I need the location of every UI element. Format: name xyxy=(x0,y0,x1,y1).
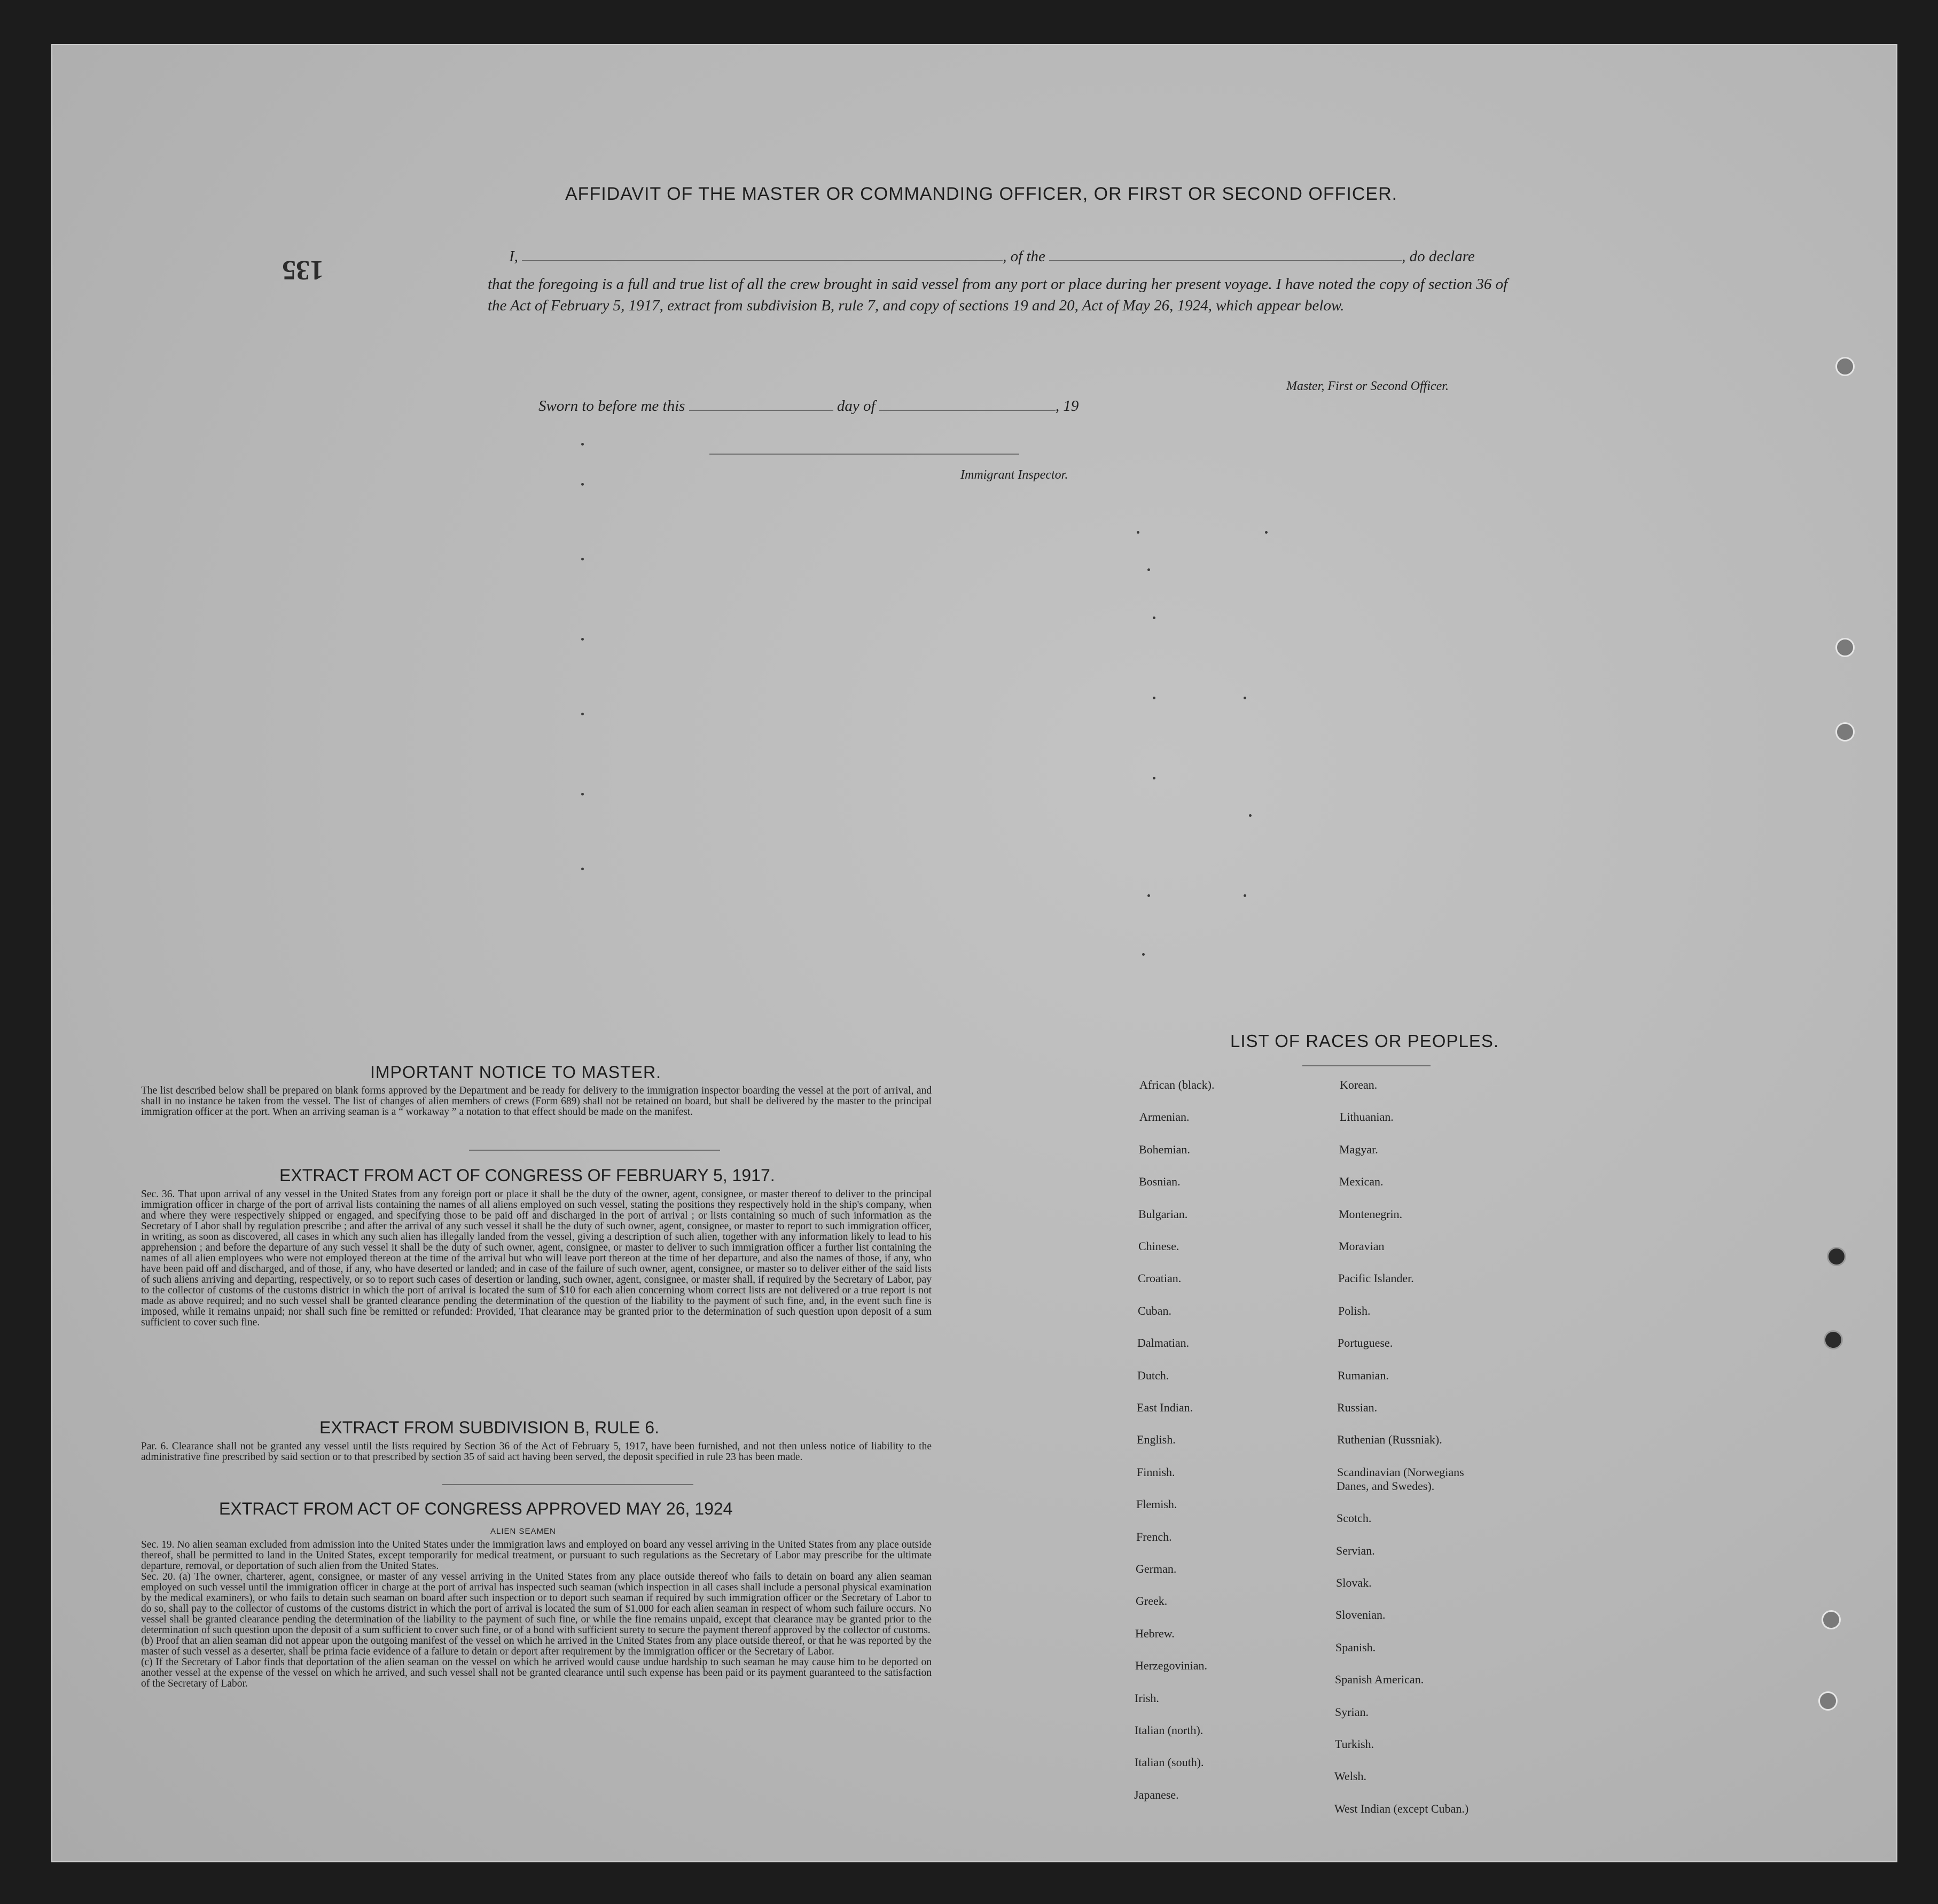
act-1924-title: EXTRACT FROM ACT OF CONGRESS APPROVED MAY 26, 1924 xyxy=(219,1499,733,1518)
subdivision-b-title: EXTRACT FROM SUBDIVISION B, RULE 6. xyxy=(319,1418,659,1437)
race-item: East Indian. xyxy=(1137,1401,1193,1414)
speck xyxy=(1153,617,1155,619)
race-item: Slovak. xyxy=(1336,1576,1372,1589)
divider xyxy=(442,1484,693,1485)
inspector-signature-line[interactable] xyxy=(709,454,1019,455)
race-item: Rumanian. xyxy=(1338,1368,1389,1382)
punch-hole xyxy=(1827,1247,1846,1266)
race-item: Lithuanian. xyxy=(1340,1110,1394,1124)
race-item: Greek. xyxy=(1136,1594,1168,1608)
notice-body: The list described below shall be prepared on blank forms approved by the Department and be ready for delivery to the immigration inspector boarding the vessel at the port of arrival, and shall in no instance be taken from the vessel. The list of changes of alien members of crews (Form 689) shall not be retained on board, but shall be delivered by the master to the principal immigration officer at the port. When an arriving seaman is a “ workaway ” a notation to that effect should be made on the manifest. xyxy=(141,1085,932,1118)
race-item: Finnish. xyxy=(1137,1465,1175,1479)
punch-hole xyxy=(1835,357,1855,376)
race-item: African (black). xyxy=(1139,1078,1215,1091)
speck xyxy=(1265,531,1268,534)
name-blank[interactable] xyxy=(522,260,1003,261)
race-item: West Indian (except Cuban.) xyxy=(1334,1801,1469,1815)
race-item: Welsh. xyxy=(1334,1769,1366,1783)
race-item: Chinese. xyxy=(1138,1239,1179,1253)
act-1917-body: Sec. 36. That upon arrival of any vessel in the United States from any foreign port or place it shall be the duty of the owner, agent, consignee, or master thereof to deliver to the principal immigration officer in charge of the port of arrival lists containing the names of all aliens employed on such vessel, stating the positions they respectively hold in the ship's company, when and where they were respectively shipped or engaged, and specifying those to be paid off and discharged in the port of arrival ; or lists containing so much of such information as the Secretary of Labor shall by regulation prescribe ; and after the arrival of any such vessel it shall be the duty of such owner, agent, consignee, or master to report to such immigration officer, in writing, as soon as discovered, all cases in which any such alien has illegally landed from the vessel, giving a description of such alien, together with any information likely to lead to his apprehension ; and before the departure of any such vessel it shall be the duty of such owner, agent, consignee, or master to deliver to such immigration officer a further list containing the names of all alien employees who were not employed thereon at the time of the arrival but who will leave port thereon at the time of her departure, and also the names of those, if any, who have been paid off and discharged, and of those, if any, who have deserted or landed; and in case of the failure of such owner, agent, consignee, or master so to deliver either of the said lists of such aliens arriving and departing, respectively, or so to report such cases of desertion or landing, such owner, agent, consignee, or master shall, if required by the Secretary of Labor, pay to the collector of customs of the customs district in which the port of arrival is located the sum of $10 for each alien concerning whom correct lists are not delivered or a true report is not made as above required; and no such vessel shall be granted clearance pending the determination of the question of the liability to the payment of such fine, and, in the event such fine is imposed, while it remains unpaid; nor shall such fine be remitted or refunded: Provided, That clearance may be granted prior to the determination of such question upon deposit of a sum sufficient to cover such fine. xyxy=(141,1189,932,1328)
race-item: Russian. xyxy=(1337,1401,1378,1414)
declaration-line xyxy=(509,246,1475,267)
vessel-blank[interactable] xyxy=(1049,260,1402,261)
race-item: Armenian. xyxy=(1139,1110,1190,1124)
sec-20c: (c) If the Secretary of Labor finds that deportation of the alien seaman on the vessel on which he arrived would cause undue hardship to such seaman he may cause him to be deported on another vessel at the expense of the vessel on which he arrived, and such vessel shall not be granted clearance until such expense has been paid or its payment guaranteed to the satisfaction of the Secretary of Labor. xyxy=(141,1657,932,1689)
speck xyxy=(581,443,584,446)
act-1924-body xyxy=(141,1540,932,1689)
race-item: Servian. xyxy=(1336,1543,1375,1557)
punch-hole xyxy=(1835,722,1855,742)
race-item: Montenegrin. xyxy=(1339,1207,1403,1221)
punch-hole xyxy=(1822,1610,1841,1629)
speck xyxy=(1244,894,1246,897)
declaration-do-declare: , do declare xyxy=(1402,248,1475,265)
sworn-month-blank[interactable] xyxy=(879,410,1056,411)
race-item: Polish. xyxy=(1338,1304,1371,1317)
affidavit-title: AFFIDAVIT OF THE MASTER OR COMMANDING OFFICER, OR FIRST OR SECOND OFFICER. xyxy=(565,184,1398,204)
race-item: Danes, and Swedes). xyxy=(1337,1479,1435,1493)
race-item: Bulgarian. xyxy=(1138,1207,1188,1221)
notice-title: IMPORTANT NOTICE TO MASTER. xyxy=(370,1063,661,1082)
sworn-year: , 19 xyxy=(1055,397,1079,415)
race-item: Italian (south). xyxy=(1135,1755,1204,1769)
race-item: Korean. xyxy=(1340,1078,1378,1091)
race-item: Slovenian. xyxy=(1335,1608,1386,1622)
sworn-line xyxy=(538,397,1079,415)
declaration-of-the: , of the xyxy=(1003,248,1045,265)
race-item: Scandinavian (Norwegians xyxy=(1337,1465,1464,1479)
speck xyxy=(1244,697,1246,699)
sec-20a: Sec. 20. (a) The owner, charterer, agent, consignee, or master of any vessel arriving in the United States from any place outside thereof who fails to detain on board any alien seaman employed on such vessel until the immigration officer in charge at the port of arrival has inspected such seaman (which inspection in all cases shall include a personal physical examination by the medical examiners), or who fails to detain such seaman on board after such inspection or to deport such seaman if required by such immigration officer or the Secretary of Labor to do so, shall pay to the collector of customs of the customs district in which the port of arrival is located the sum of $1,000 for each alien seaman in respect of whom such failure occurs. No vessel shall be granted clearance pending the determination of the liability to the payment of such fine, or while the fine remains unpaid, except that clearance may be granted prior to the determination of such question upon the deposit of a sum sufficient to cover such fine, or of a bond with sufficient surety to secure the payment thereof approved by the collector of customs. xyxy=(141,1571,932,1636)
sworn-day-blank[interactable] xyxy=(689,410,833,411)
manifest-page xyxy=(51,44,1897,1862)
race-item: Bosnian. xyxy=(1139,1175,1181,1189)
speck xyxy=(581,868,584,870)
race-item: French. xyxy=(1136,1530,1172,1543)
race-item: Japanese. xyxy=(1134,1788,1179,1801)
punch-hole xyxy=(1818,1691,1838,1711)
speck xyxy=(1249,814,1252,817)
sec-20b: (b) Proof that an alien seaman did not appear upon the outgoing manifest of the vessel on which he arrived in the United States from any place outside thereof, or that he was reported by the master of such vessel as a deserter, shall be prima facie evidence of a failure to detain or deport after requirement by the immigration officer or the Secretary of Labor. xyxy=(141,1635,932,1657)
master-signature-label: Master, First or Second Officer. xyxy=(1286,379,1449,393)
race-item: Scotch. xyxy=(1337,1511,1372,1525)
race-item: Dalmatian. xyxy=(1137,1336,1190,1350)
declaration-i: I, xyxy=(509,248,518,265)
race-item: Syrian. xyxy=(1335,1705,1369,1719)
speck xyxy=(1153,777,1155,779)
speck xyxy=(581,483,584,486)
race-item: Herzegovinian. xyxy=(1135,1659,1207,1673)
race-item: German. xyxy=(1136,1562,1177,1575)
race-item: Mexican. xyxy=(1339,1175,1384,1189)
subdivision-b-body: Par. 6. Clearance shall not be granted any vessel until the lists required by Section 36 of the Act of February 5, 1917, have been furnished, and not then unless notice of liability to the administrative fine prescribed by said section or to that prescribed by section 35 of said act having been served, the deposit specified in rule 23 has been made. xyxy=(141,1441,932,1463)
race-item: Magyar. xyxy=(1339,1142,1378,1156)
race-item: English. xyxy=(1137,1433,1176,1447)
speck xyxy=(1147,568,1150,571)
speck xyxy=(1137,531,1139,534)
race-item: Turkish. xyxy=(1335,1737,1374,1751)
races-underline xyxy=(1302,1065,1431,1066)
sec-19: Sec. 19. No alien seaman excluded from admission into the United States under the immigration laws and employed on board any vessel arriving in the United States from any place outside thereof, shall be permitted to land in the United States, except temporarily for medical treatment, or pursuant to such regulations as the Secretary of Labor may prescribe for the ultimate departure, removal, or deportation of such alien from the United States. xyxy=(141,1539,932,1572)
speck xyxy=(1153,697,1155,699)
race-item: Moravian xyxy=(1339,1239,1385,1253)
act-1917-title: EXTRACT FROM ACT OF CONGRESS OF FEBRUARY 5, 1917. xyxy=(279,1166,775,1185)
punch-hole xyxy=(1824,1330,1843,1349)
race-item: Spanish American. xyxy=(1335,1673,1424,1687)
race-item: Portuguese. xyxy=(1338,1336,1393,1350)
sworn-day-of: day of xyxy=(837,397,876,415)
race-item: Flemish. xyxy=(1136,1497,1177,1511)
speck xyxy=(1142,953,1145,956)
race-item: Hebrew. xyxy=(1135,1626,1175,1640)
sworn-prefix: Sworn to before me this xyxy=(538,397,685,415)
races-title: LIST OF RACES OR PEOPLES. xyxy=(1230,1031,1499,1051)
divider xyxy=(469,1150,720,1151)
declaration-body: that the foregoing is a full and true list of all the crew brought in said vessel from any port or place during her present voyage. I have noted the copy of section 36 of the Act of February 5, 1917, extract from subdivision B, rule 7, and copy of sections 19 and 20, Act of May 26, 1924, which appear below. xyxy=(488,276,1508,314)
race-item: Dutch. xyxy=(1137,1368,1169,1382)
race-item: Spanish. xyxy=(1335,1640,1376,1654)
page-number: 135 xyxy=(282,255,324,285)
speck xyxy=(581,793,584,795)
race-item: Cuban. xyxy=(1138,1304,1171,1317)
race-item: Italian (north). xyxy=(1135,1723,1204,1737)
race-item: Irish. xyxy=(1135,1691,1159,1705)
speck xyxy=(1147,894,1150,897)
inspector-label: Immigrant Inspector. xyxy=(960,468,1068,482)
speck xyxy=(581,638,584,641)
alien-seamen-subtitle: ALIEN SEAMEN xyxy=(490,1527,556,1536)
speck xyxy=(581,713,584,715)
race-item: Bohemian. xyxy=(1139,1142,1190,1156)
race-item: Ruthenian (Russniak). xyxy=(1337,1433,1442,1447)
punch-hole xyxy=(1835,638,1855,657)
speck xyxy=(581,558,584,560)
race-item: Pacific Islander. xyxy=(1338,1271,1414,1285)
race-item: Croatian. xyxy=(1138,1271,1182,1285)
